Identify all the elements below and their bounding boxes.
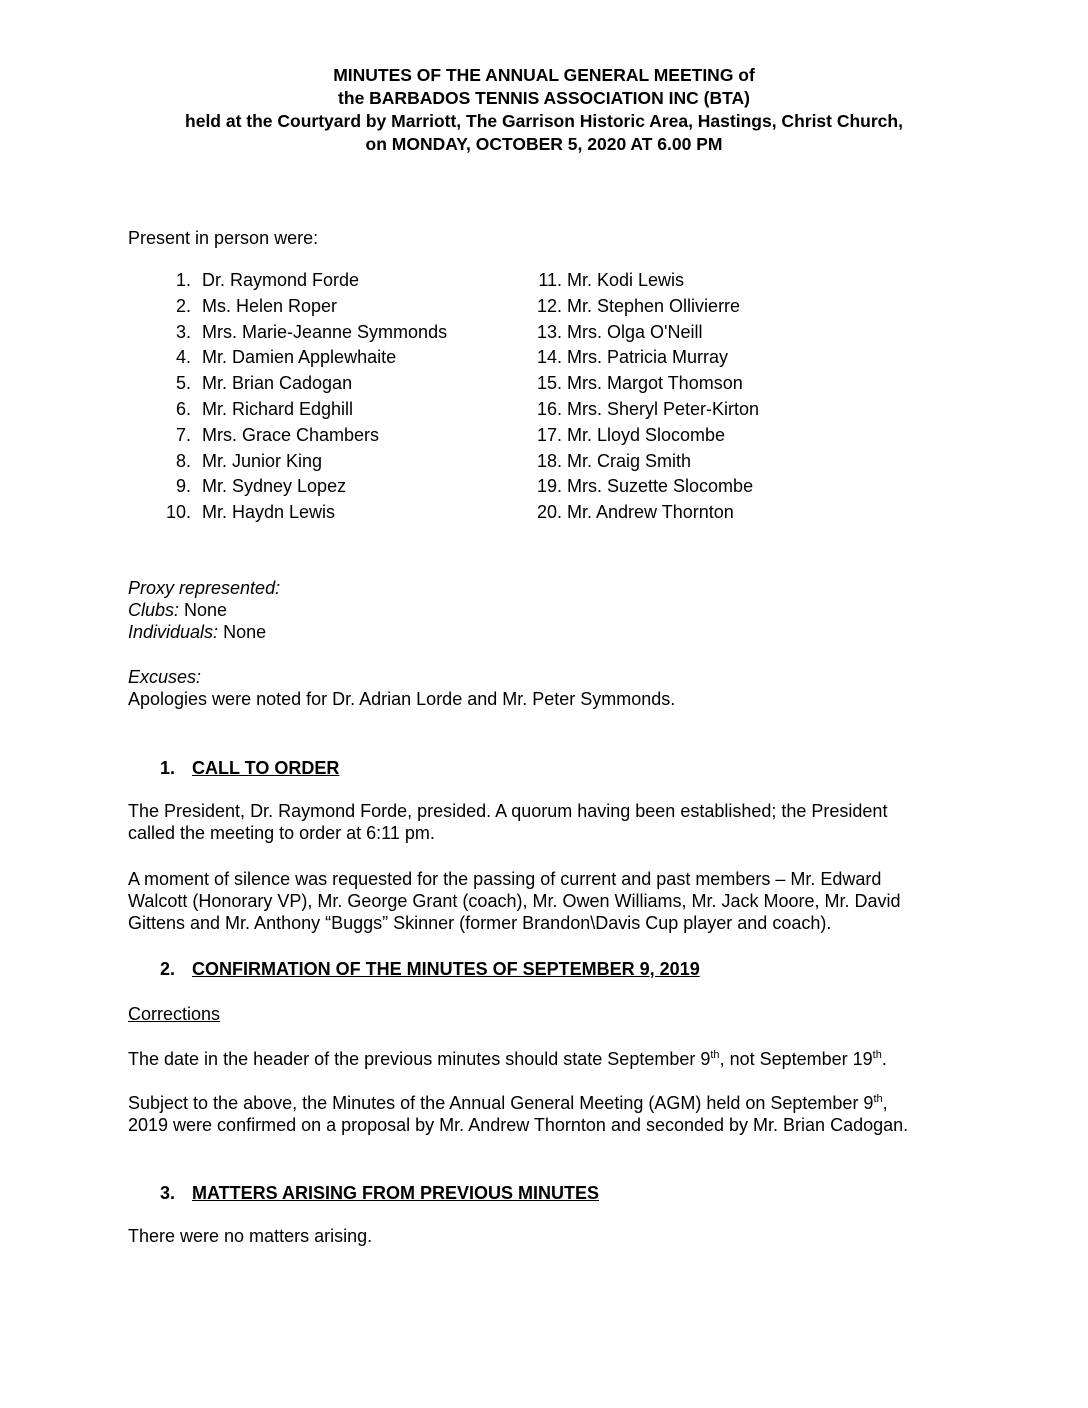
section-1-p2-line-3: Gittens and Mr. Anthony “Buggs” Skinner (former Brandon\Davis Cup player and coach). [128,913,832,933]
attendee-item [528,320,703,346]
correction-part-2: , not September 19 [719,1049,873,1069]
attendee-name: Mr. Andrew Thornton [567,502,734,523]
attendee-number: 4. [175,347,191,368]
attendee-name: Mr. Haydn Lewis [202,502,336,523]
attendee-name: Mr. Junior King [202,450,323,471]
proxy-clubs [128,599,280,621]
attendee-name: Mr. Craig Smith [567,450,692,471]
attendee-column-right [528,268,760,526]
attendee-number: 20. [536,502,562,523]
attendee-item [528,268,685,294]
attendee-number: 19. [536,476,562,497]
attendee-item [160,397,354,423]
attendee-number: 12. [536,295,562,316]
header-line-3: held at the Courtyard by Marriott, The Garrison Historic Area, Hastings, Christ Church, [185,111,903,131]
excuses-text: Apologies were noted for Dr. Adrian Lorde and Mr. Peter Symmonds. [128,689,676,709]
attendee-number: 3. [175,321,191,342]
attendee-item [528,449,692,475]
attendee-number: 1. [175,270,191,290]
attendee-number: 2. [175,295,191,316]
attendee-name: Mr. Damien Applewhaite [202,347,397,368]
present-label: Present in person were: [128,228,319,248]
correction-sup-1: th [710,1049,720,1061]
proxy-individuals [128,621,280,643]
attendee-name: Dr. Raymond Forde [202,270,360,290]
confirmation-line-1 [128,1092,968,1114]
attendee-number: 14. [536,347,562,368]
attendee-item [160,423,380,449]
proxy-block [128,577,280,643]
attendee-item [528,474,754,500]
attendee-number: 15. [536,373,562,394]
correction-sup-2: th [872,1049,882,1061]
confirm-part-2: , [882,1093,888,1113]
attendee-item [528,397,760,423]
section-3-text: There were no matters arising. [128,1226,373,1246]
confirm-sup: th [873,1093,883,1105]
attendee-number: 8. [175,450,191,471]
attendee-number: 5. [175,373,191,394]
attendee-name: Mrs. Marie-Jeanne Symmonds [202,321,448,342]
attendee-number: 7. [175,424,191,445]
section-3-number: 3. [160,1183,176,1203]
attendee-name: Mrs. Sheryl Peter-Kirton [567,398,760,419]
attendee-number: 11. [538,270,562,290]
attendee-item [528,371,743,397]
section-1-paragraph-1 [128,800,968,844]
correction-text [128,1048,968,1070]
attendee-number: 10. [165,502,191,523]
attendee-name: Mrs. Grace Chambers [202,424,380,445]
attendee-number: 18. [536,450,562,471]
excuses-heading: Excuses: [128,667,202,687]
attendee-name: Mr. Lloyd Slocombe [567,424,726,445]
attendee-number: 17. [536,424,562,445]
attendee-name: Mr. Sydney Lopez [202,476,347,497]
clubs-label: Clubs: [128,600,180,620]
attendee-item [160,320,448,346]
section-1-heading [160,757,339,779]
section-2-title: CONFIRMATION OF THE MINUTES OF SEPTEMBER 9, 2019 [192,959,700,979]
attendee-item [528,345,729,371]
correction-part-1: The date in the header of the previous minutes should state September 9 [128,1049,711,1069]
section-1-number: 1. [160,758,176,778]
attendee-item [160,371,353,397]
individuals-value: None [218,622,267,642]
section-3-title: MATTERS ARISING FROM PREVIOUS MINUTES [192,1183,600,1203]
section-1-p1-line-2: called the meeting to order at 6:11 pm. [128,823,435,843]
corrections-subheading: Corrections [128,1004,221,1024]
section-1-p2-line-1: A moment of silence was requested for the passing of current and past members – Mr. Edward [128,869,882,889]
clubs-value: None [179,600,228,620]
attendee-item [528,423,726,449]
header-line-1: MINUTES OF THE ANNUAL GENERAL MEETING of [333,65,755,85]
attendee-name: Mrs. Patricia Murray [567,347,729,368]
attendee-item [160,268,360,294]
attendee-item [160,474,347,500]
document-header [0,64,1088,156]
attendee-name: Mr. Stephen Ollivierre [567,295,741,316]
attendee-item [528,500,734,526]
individuals-label: Individuals: [128,622,219,642]
section-2-heading [160,958,700,980]
attendee-number: 16. [536,398,562,419]
confirmation-line-2: 2019 were confirmed on a proposal by Mr. Andrew Thornton and seconded by Mr. Brian Cadogan. [128,1115,909,1135]
attendee-column-left [160,268,448,526]
attendee-name: Mrs. Suzette Slocombe [567,476,754,497]
correction-part-3: . [881,1049,887,1069]
attendee-name: Mr. Kodi Lewis [567,270,685,290]
attendee-number: 6. [175,398,191,419]
attendee-item [528,294,741,320]
attendee-number: 9. [175,476,191,497]
confirmation-text [128,1092,968,1136]
attendee-name: Mr. Brian Cadogan [202,373,353,394]
attendee-item [160,500,336,526]
section-3-heading [160,1182,599,1204]
proxy-heading: Proxy represented: [128,578,281,598]
confirm-part-1: Subject to the above, the Minutes of the Annual General Meeting (AGM) held on September 9 [128,1093,874,1113]
section-1-p2-line-2: Walcott (Honorary VP), Mr. George Grant (coach), Mr. Owen Williams, Mr. Jack Moore, Mr. David [128,891,901,911]
attendee-item [160,294,338,320]
attendee-name: Mrs. Margot Thomson [567,373,743,394]
attendee-name: Mrs. Olga O'Neill [567,321,703,342]
attendee-item [160,449,323,475]
attendee-name: Mr. Richard Edghill [202,398,354,419]
section-1-paragraph-2 [128,868,968,934]
header-line-4: on MONDAY, OCTOBER 5, 2020 AT 6.00 PM [365,134,723,154]
header-line-2: the BARBADOS TENNIS ASSOCIATION INC (BTA) [338,88,750,108]
attendee-name: Ms. Helen Roper [202,295,338,316]
excuses-block [128,666,675,710]
attendee-number: 13. [536,321,562,342]
section-1-title: CALL TO ORDER [192,758,340,778]
section-1-p1-line-1: The President, Dr. Raymond Forde, presided. A quorum having been established; the President [128,801,888,821]
section-2-number: 2. [160,959,176,979]
attendee-item [160,345,397,371]
